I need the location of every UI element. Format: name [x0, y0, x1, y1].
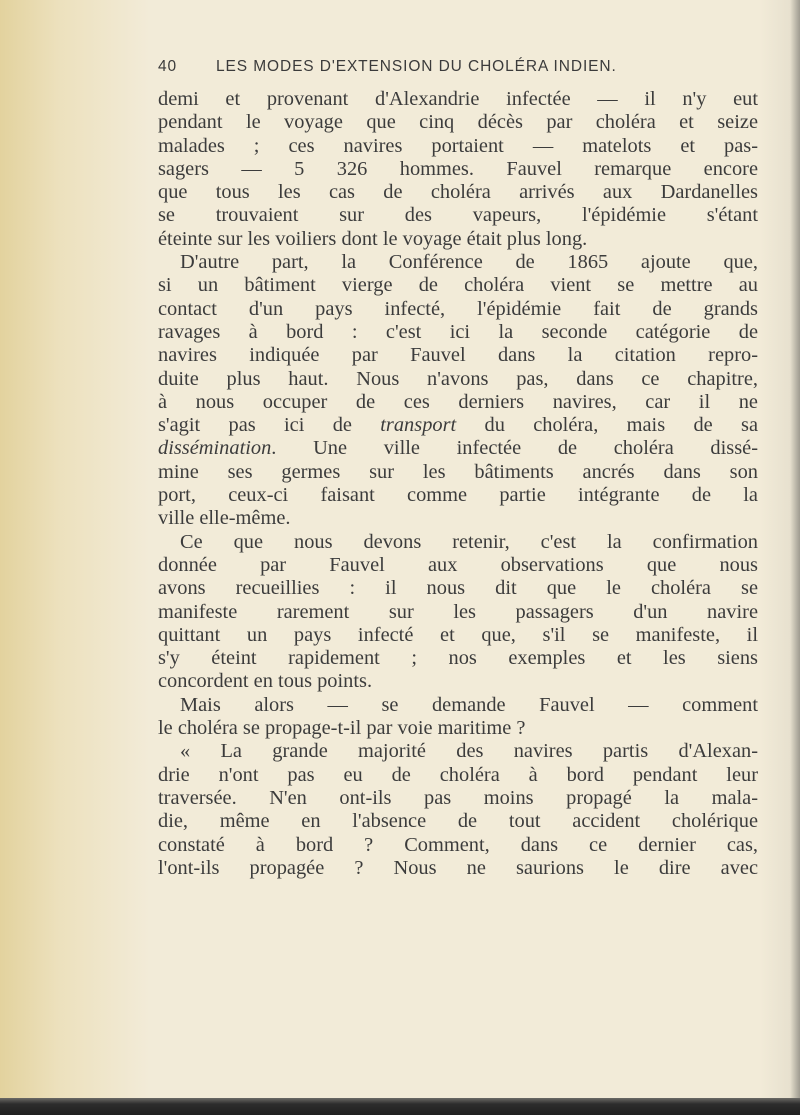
text-line: s'agit pas ici de transport du choléra, mais de sa [158, 414, 758, 437]
text-line: éteinte sur les voiliers dont le voyage était plus long. [158, 227, 588, 250]
text-line: Mais alors — se demande Fauvel — comment [180, 693, 758, 716]
text-line: s'y éteint rapidement ; nos exemples et les siens [158, 647, 758, 670]
text-line: ville elle-même. [158, 507, 291, 530]
body-text [158, 88, 758, 880]
text-line: que tous les cas de choléra arrivés aux Dardanelles [158, 181, 758, 204]
text-line: avons recueillies : il nous dit que le choléra se [158, 577, 758, 600]
text-line: traversée. N'en ont-ils pas moins propagé la mala- [158, 786, 758, 809]
text-line: die, même en l'absence de tout accident cholérique [158, 810, 758, 833]
text-line: le choléra se propage-t-il par voie maritime ? [158, 717, 526, 740]
text-line: pendant le voyage que cinq décès par choléra et seize [158, 111, 758, 134]
text-line: contact d'un pays infecté, l'épidémie fait de grands [158, 297, 758, 320]
page-number: 40 [158, 58, 178, 75]
text-line: port, ceux-ci faisant comme partie intégrante de la [158, 484, 758, 507]
running-title: LES MODES D'EXTENSION DU CHOLÉRA INDIEN. [216, 58, 617, 75]
italic-term: dissémination [158, 437, 272, 460]
text-line: manifeste rarement sur les passagers d'un navire [158, 600, 758, 623]
text-line: duite plus haut. Nous n'avons pas, dans ce chapitre, [158, 367, 758, 390]
text-line: sagers — 5 326 hommes. Fauvel remarque encore [158, 157, 758, 180]
text-line: constaté à bord ? Comment, dans ce dernier cas, [158, 833, 758, 856]
italic-term: transport [380, 414, 457, 437]
text-line: se trouvaient sur des vapeurs, l'épidémie s'étant [158, 204, 758, 227]
text-line: donnée par Fauvel aux observations que nous [158, 553, 758, 576]
text-line: Ce que nous devons retenir, c'est la confirmation [180, 530, 758, 553]
text-line: si un bâtiment vierge de choléra vient se mettre au [158, 274, 758, 297]
text-line: concordent en tous points. [158, 670, 373, 693]
scan-bottom-edge [0, 1098, 800, 1115]
text-line: demi et provenant d'Alexandrie infectée — il n'y eut [158, 88, 758, 110]
text-line: mine ses germes sur les bâtiments ancrés dans son [158, 460, 758, 483]
text-line: à nous occuper de ces derniers navires, car il ne [158, 390, 758, 413]
text-line: malades ; ces navires portaient — matelots et pas- [158, 134, 758, 157]
running-head [158, 58, 758, 76]
text-line: drie n'ont pas eu de choléra à bord pendant leur [158, 763, 758, 786]
page-edge-shadow [790, 0, 800, 1115]
text-line: quittant un pays infecté et que, s'il se manifeste, il [158, 623, 758, 646]
text-line: D'autre part, la Conférence de 1865 ajoute que, [180, 251, 758, 274]
text-line: « La grande majorité des navires partis d'Alexan- [180, 740, 758, 763]
text-line: dissémination. Une ville infectée de choléra dissé- [158, 437, 758, 460]
text-line: navires indiquée par Fauvel dans la citation repro- [158, 344, 758, 367]
text-line: l'ont-ils propagée ? Nous ne saurions le dire avec [158, 856, 758, 879]
text-line: ravages à bord : c'est ici la seconde catégorie de [158, 320, 758, 343]
